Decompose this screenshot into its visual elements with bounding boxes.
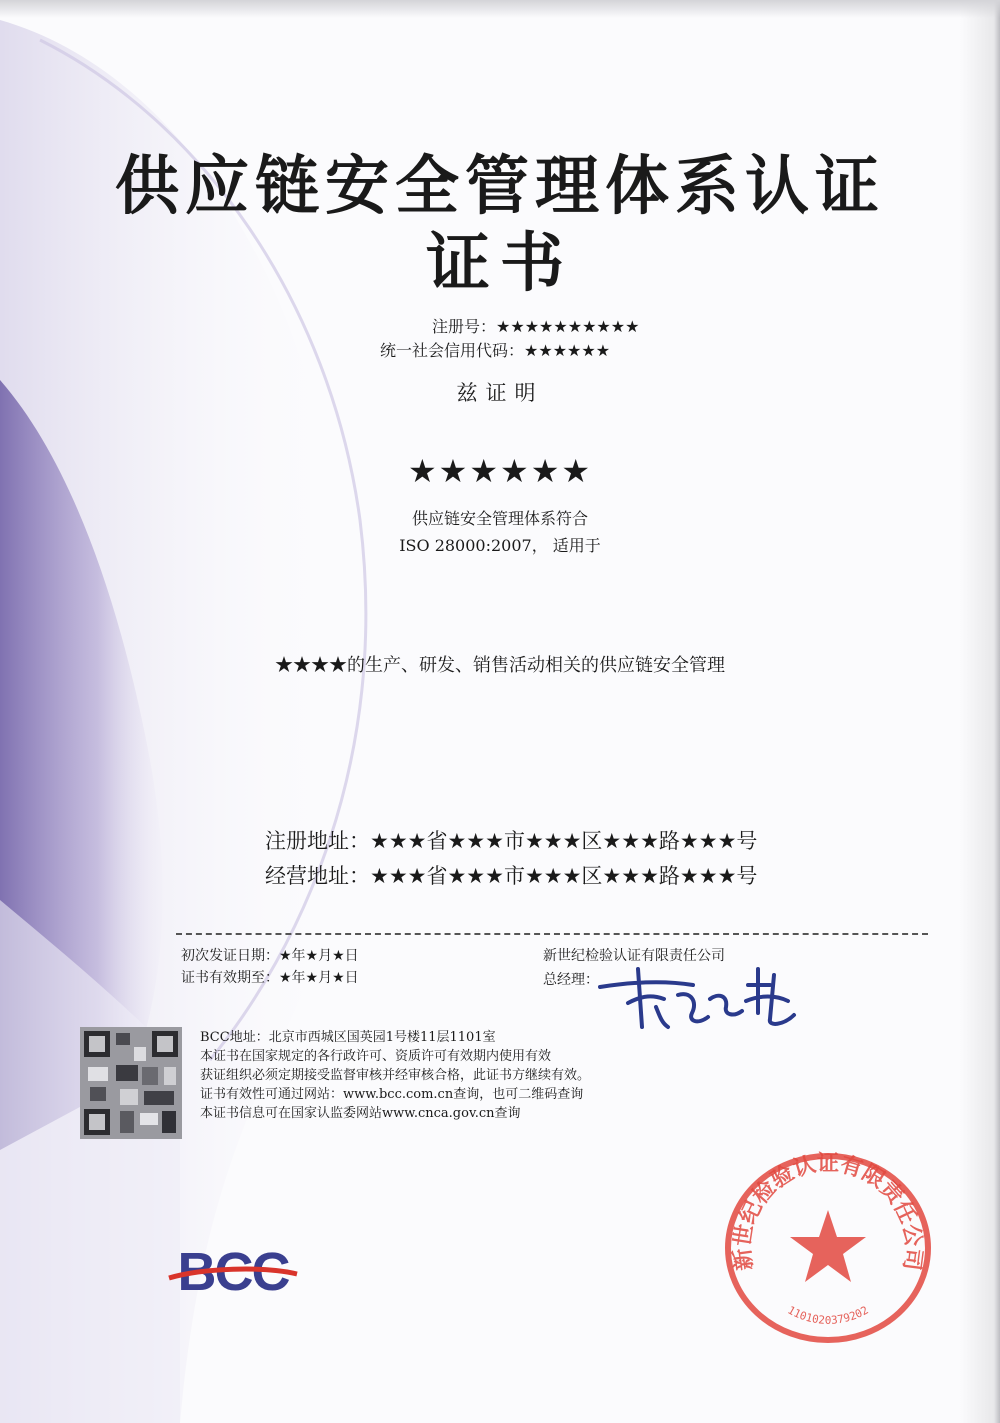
organization-name: ★★★★★★ — [407, 452, 593, 490]
company-seal-stamp — [718, 1148, 938, 1348]
certificate-title: 供应链安全管理体系认证 — [115, 149, 885, 224]
general-manager-label: 总经理： — [543, 972, 599, 988]
standard-reference: ISO 28000:2007， 适用于 — [399, 536, 601, 555]
first-issue-date: 初次发证日期：★年★月★日 — [181, 948, 359, 964]
scan-top-shadow — [0, 0, 1000, 18]
svg-text:新世纪检验认证有限责任公司: 新世纪检验认证有限责任公司 — [730, 1151, 926, 1272]
registration-number: 注册号：★★★★★★★★★★ — [432, 317, 640, 336]
signature-image — [598, 955, 808, 1035]
dashed-divider — [176, 933, 928, 935]
hereby-certify: 兹证明 — [456, 381, 544, 405]
note-validity: 本证书在国家规定的各行政许可、资质许可有效期内使用有效 — [200, 1049, 552, 1064]
issuing-company: 新世纪检验认证有限责任公司 — [543, 948, 725, 964]
certification-scope: ★★★★的生产、研发、销售活动相关的供应链安全管理 — [275, 655, 725, 676]
note-verify-website: 证书有效性可通过网站：www.bcc.com.cn查询，也可二维码查询 — [200, 1087, 584, 1102]
valid-until-date: 证书有效期至：★年★月★日 — [181, 970, 359, 986]
business-address: 经营地址：★★★省★★★市★★★区★★★路★★★号 — [265, 864, 758, 888]
registered-address: 注册地址：★★★省★★★市★★★区★★★路★★★号 — [265, 829, 758, 853]
conformity-statement: 供应链安全管理体系符合 — [411, 509, 588, 528]
credit-code: 统一社会信用代码：★★★★★★ — [380, 341, 611, 360]
svg-text:BCC: BCC — [177, 1242, 289, 1302]
note-address: BCC地址：北京市西城区国英园1号楼11层1101室 — [200, 1030, 496, 1045]
svg-text:1101020379202: 1101020379202 — [785, 1303, 871, 1327]
certificate-subtitle: 证书 — [426, 226, 574, 301]
qr-code[interactable] — [80, 1027, 182, 1139]
note-cnca-website: 本证书信息可在国家认监委网站www.cnca.gov.cn查询 — [200, 1106, 521, 1121]
bcc-logo — [163, 1238, 303, 1303]
note-surveillance: 获证组织必须定期接受监督审核并经审核合格，此证书方继续有效。 — [200, 1068, 591, 1083]
certificate-notes — [200, 1028, 590, 1123]
